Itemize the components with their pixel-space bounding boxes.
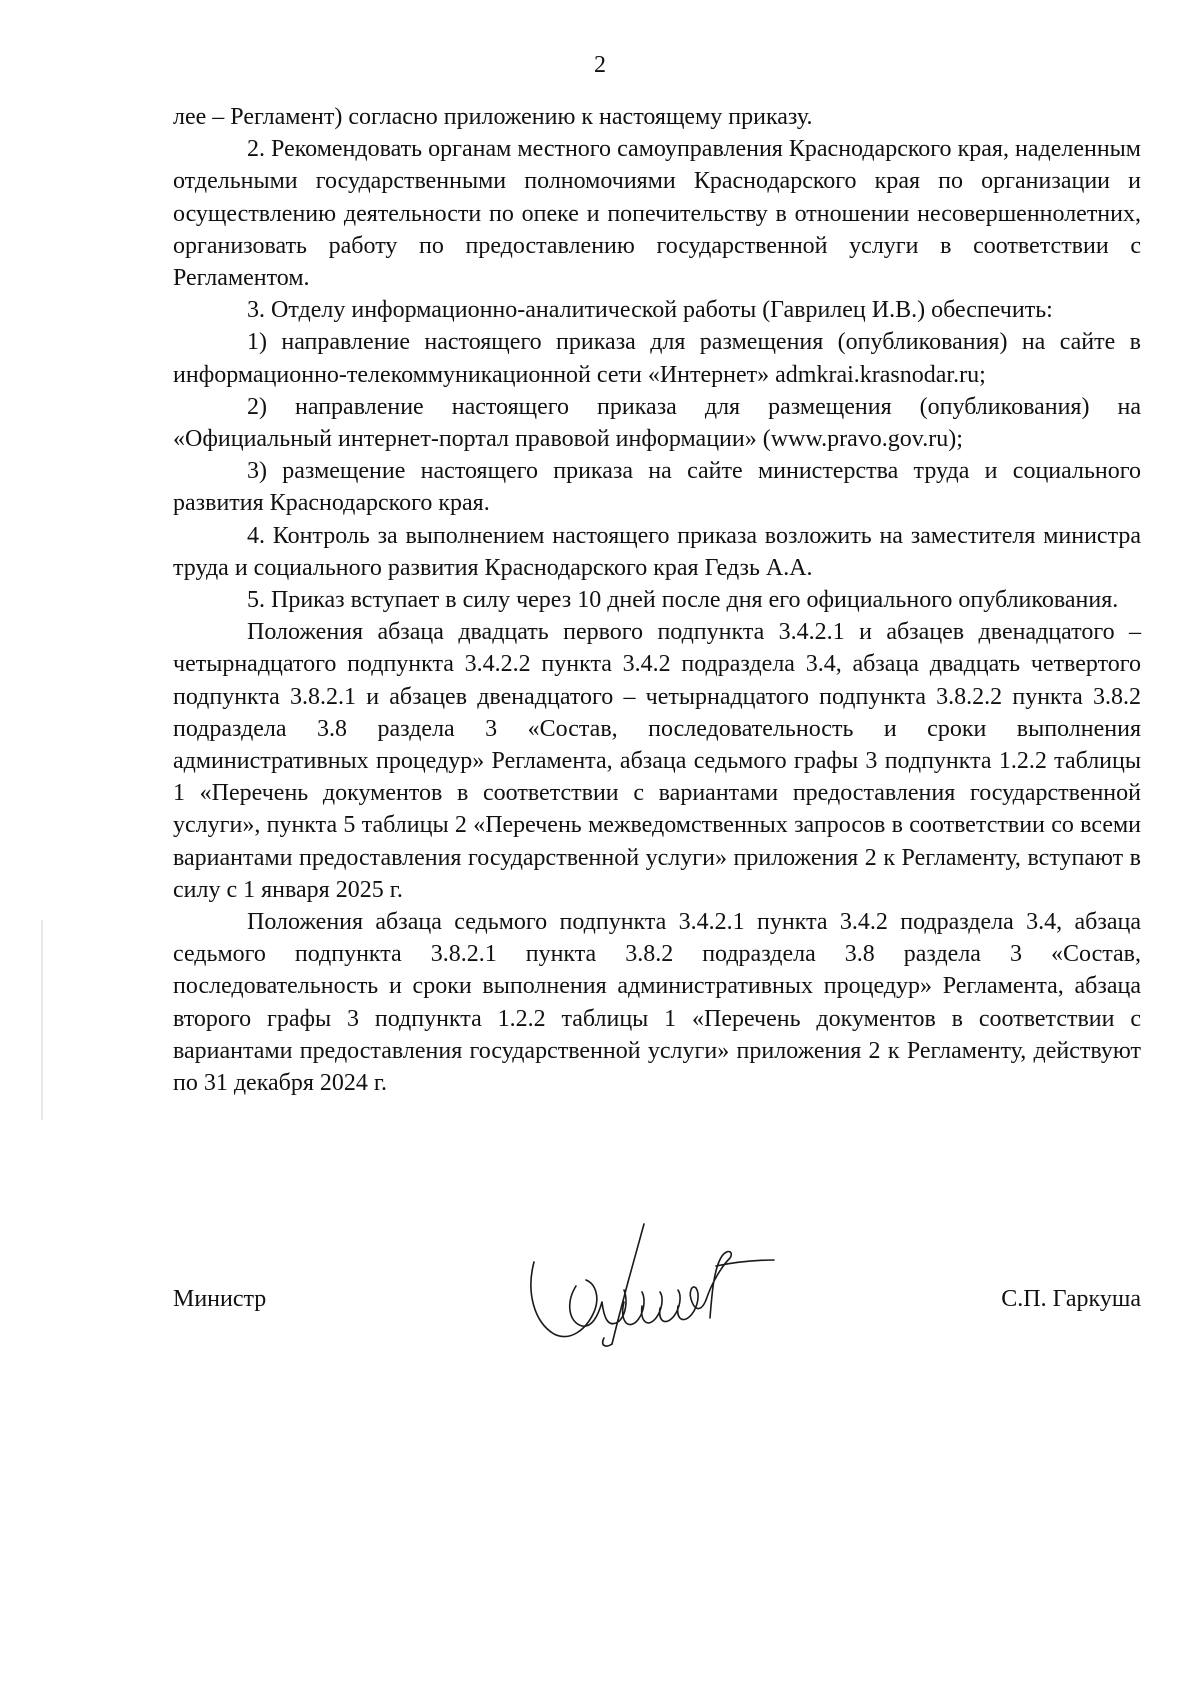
paragraph-2: 2. Рекомендовать органам местного самоуправления Краснодарского края, наделенным отдельными государственными полномочиями Краснодарского края по организации и осуществлению деятельности по опеке и попечительству в отношении несовершеннолетних, организовать работу по предоставлению государственной услуги в соответствии с Регламентом. [173,136,1141,292]
scan-edge-mark [41,920,43,1120]
signatory-name: С.П. Гаркуша [1001,1286,1141,1312]
document-body [173,101,1141,1099]
handwritten-signature-icon [516,1222,776,1352]
paragraph-provisions-2025: Положения абзаца двадцать первого подпункта 3.4.2.1 и абзацев двенадцатого – четырнадцатого подпункта 3.4.2.2 пункта 3.4.2 подраздела 3.4, абзаца двадцать четвертого подпункта 3.8.2.1 и абзацев двенадцатого – четырнадцатого подпункта 3.8.2.2 пункта 3.8.2 подраздела 3.8 раздела 3 «Состав, последовательность и сроки выполнения административных процедур» Регламента, абзаца седьмого графы 3 подпункта 1.2.2 таблицы 1 «Перечень документов в соответствии с вариантами предоставления государственной услуги», пункта 5 таблицы 2 «Перечень межведомственных запросов в соответствии со всеми вариантами предоставления государственной услуги» приложения 2 к Регламенту, вступают в силу с 1 января 2025 г. [173,619,1141,903]
paragraph-4: 4. Контроль за выполнением настоящего приказа возложить на заместителя министра труда и социального развития Краснодарского края Гедзь А.А. [173,522,1141,581]
paragraph-3-3: 3) размещение настоящего приказа на сайте министерства труда и социального развития Краснодарского края. [173,458,1141,517]
paragraph-1: лее – Регламент) согласно приложению к настоящему приказу. [173,104,813,130]
signatory-title: Министр [173,1286,267,1312]
paragraph-3: 3. Отделу информационно-аналитической работы (Гаврилец И.В.) обеспечить: [247,297,1053,324]
paragraph-5: 5. Приказ вступает в силу через 10 дней после дня его официального опубликования. [247,587,1119,614]
page-number: 2 [594,52,606,78]
paragraph-provisions-2024: Положения абзаца седьмого подпункта 3.4.2.1 пункта 3.4.2 подраздела 3.4, абзаца седьмого подпункта 3.8.2.1 пункта 3.8.2 подраздела 3.8 раздела 3 «Состав, последовательность и сроки выполнения административных процедур» Регламента, абзаца второго графы 3 подпункта 1.2.2 таблицы 1 «Перечень документов в соответствии с вариантами предоставления государственной услуги» приложения 2 к Регламенту, действуют по 31 декабря 2024 г. [173,909,1141,1097]
signature-block [173,1262,1141,1372]
paragraph-3-1: 1) направление настоящего приказа для размещения (опубликования) на сайте в информационно-телекоммуникационной сети «Интернет» admkrai.krasnodar.ru; [173,329,1141,388]
paragraph-3-2: 2) направление настоящего приказа для размещения (опубликования) на «Официальный интернет-портал правовой информации» (www.pravo.gov.ru); [173,393,1141,453]
